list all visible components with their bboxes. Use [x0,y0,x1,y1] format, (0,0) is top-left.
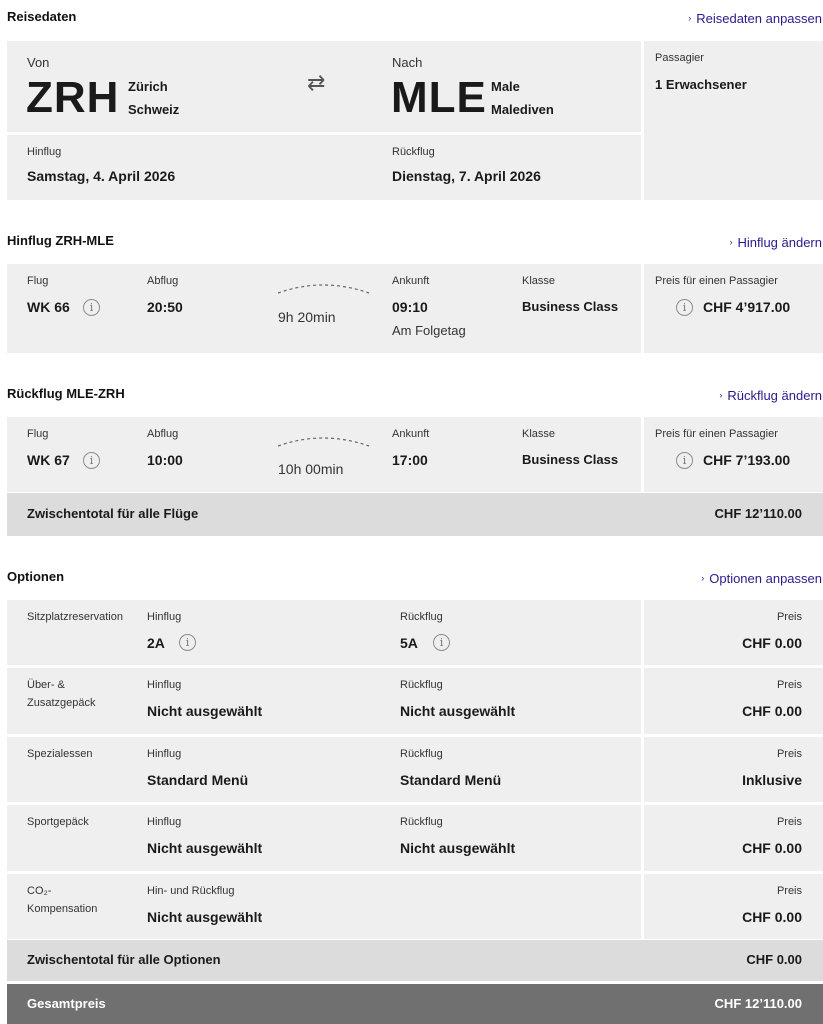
option-price-label: Preis [776,679,802,691]
hinflug-arrival-time: 09:10 [392,299,428,315]
option-col1-value: Nicht ausgewählt [147,840,263,856]
optionen-title: Optionen [7,569,65,584]
hinflug-class-label: Klasse [522,275,556,287]
option-col1-label: Hinflug [147,611,182,623]
flights-subtotal-bar [7,493,823,536]
option-name-line1: CO₂- [27,885,52,897]
return-date-label: Rückflug [392,146,435,158]
option-price-label: Preis [776,816,802,828]
option-row-seat-price [644,600,823,665]
info-icon[interactable]: i [676,452,693,469]
rueckflug-price-label: Preis für einen Passagier [655,428,778,440]
rueckflug-duration: 10h 00min [278,461,344,477]
hinflug-arrival-note: Am Folgetag [392,323,466,338]
option-name: Sportgepäck [27,816,89,828]
option-col2-label: Rückflug [400,816,443,828]
info-icon[interactable]: i [83,452,100,469]
option-name-line2: Kompensation [27,903,98,915]
option-row-co2 [7,874,641,939]
from-city: Zürich [128,79,168,94]
to-airport-code: MLE [391,73,487,122]
to-city: Male [491,79,520,94]
hinflug-arrival-label: Ankunft [392,275,430,287]
option-col2-value: Nicht ausgewählt [400,703,516,719]
option-row-seat [7,600,641,665]
info-icon[interactable]: i [179,634,196,651]
passenger-label: Passagier [655,52,704,64]
option-col1-value: Nicht ausgewählt [147,909,263,925]
rueckflug-flight-number: WK 67 [27,452,70,468]
option-name: Sitzplatzreservation [27,611,123,623]
hinflug-edit-label: Hinflug ändern [737,235,822,250]
option-price-value: CHF 0.00 [742,703,802,719]
option-name: Spezialessen [27,748,93,760]
option-col1-value: Standard Menü [147,772,249,788]
reisedaten-title: Reisedaten [7,9,77,24]
option-name-line2: Zusatzgepäck [27,697,96,709]
option-row-meal-price [644,737,823,802]
info-icon[interactable]: i [433,634,450,651]
rueckflug-arrival-time: 17:00 [392,452,428,468]
caret-right-icon: › [719,390,723,400]
hinflug-flight-number: WK 66 [27,299,70,315]
hinflug-departure-time: 20:50 [147,299,183,315]
option-price-value: CHF 0.00 [742,840,802,856]
option-row-co2-price [644,874,823,939]
rueckflug-class-value: Business Class [522,452,619,467]
option-col2-label: Rückflug [400,748,443,760]
option-price-label: Preis [776,611,802,623]
option-col1-label: Hinflug [147,748,182,760]
hinflug-title: Hinflug ZRH-MLE [7,233,114,248]
rueckflug-arrival-label: Ankunft [392,428,430,440]
hinflug-price-value: CHF 4’917.00 [703,299,791,315]
hinflug-price-label: Preis für einen Passagier [655,275,778,287]
hinflug-departure-label: Abflug [147,275,179,287]
rueckflug-edit-label: Rückflug ändern [727,388,822,403]
option-row-baggage-price [644,668,823,734]
rueckflug-class-label: Klasse [522,428,556,440]
rueckflug-departure-label: Abflug [147,428,179,440]
from-label: Von [27,55,50,70]
option-row-baggage [7,668,641,734]
grand-total-bar [7,984,823,1024]
caret-right-icon: › [688,13,692,23]
info-icon[interactable]: i [676,299,693,316]
flight-arc-icon [276,434,371,448]
option-price-label: Preis [776,748,802,760]
optionen-edit-label: Optionen anpassen [709,571,822,586]
rueckflug-edit-link[interactable] [719,388,822,403]
rueckflug-flight-label: Flug [27,428,49,440]
flights-subtotal-value: CHF 12’110.00 [714,506,802,521]
option-col1-label: Hinflug [147,679,182,691]
swap-arrows-icon: ⇄ [307,70,326,95]
hinflug-flight-label: Flug [27,275,49,287]
option-row-sport [7,805,641,871]
to-label: Nach [392,55,423,70]
reisedaten-edit-label: Reisedaten anpassen [696,11,822,26]
options-subtotal-bar [7,940,823,981]
option-price-value: CHF 0.00 [742,909,802,925]
from-airport-code: ZRH [26,73,120,122]
rueckflug-departure-time: 10:00 [147,452,183,468]
optionen-edit-link[interactable] [701,571,822,586]
option-col2-label: Rückflug [400,679,443,691]
option-price-value: Inklusive [742,772,802,788]
option-col2-label: Rückflug [400,611,443,623]
from-country: Schweiz [128,102,180,117]
option-col1-label: Hinflug [147,816,182,828]
outbound-date-label: Hinflug [27,146,62,158]
to-country: Malediven [491,102,554,117]
option-col1-label: Hin- und Rückflug [147,885,235,897]
hinflug-edit-link[interactable] [729,235,822,250]
hinflug-duration: 9h 20min [278,309,336,325]
option-col1-value: 2A [147,635,165,651]
option-row-sport-price [644,805,823,871]
caret-right-icon: › [701,573,705,583]
option-col2-value: 5A [400,635,418,651]
grand-total-label: Gesamtpreis [27,996,106,1011]
grand-total-value: CHF 12’110.00 [714,996,802,1011]
option-col1-value: Nicht ausgewählt [147,703,263,719]
flights-subtotal-label: Zwischentotal für alle Flüge [27,506,199,521]
options-subtotal-label: Zwischentotal für alle Optionen [27,952,221,967]
option-row-meal [7,737,641,802]
return-date: Dienstag, 7. April 2026 [392,168,541,184]
rueckflug-title: Rückflug MLE-ZRH [7,386,125,401]
rueckflug-price-value: CHF 7’193.00 [703,452,791,468]
hinflug-class-value: Business Class [522,299,619,314]
flight-arc-icon [276,281,371,295]
passenger-value: 1 Erwachsener [655,77,747,92]
option-col2-value: Nicht ausgewählt [400,840,516,856]
passenger-panel [644,41,823,200]
option-name-line1: Über- & [27,679,65,691]
caret-right-icon: › [729,237,733,247]
option-col2-value: Standard Menü [400,772,502,788]
options-subtotal-value: CHF 0.00 [746,952,802,967]
reisedaten-edit-link[interactable] [688,11,822,26]
option-price-label: Preis [776,885,802,897]
info-icon[interactable]: i [83,299,100,316]
option-price-value: CHF 0.00 [742,635,802,651]
outbound-date: Samstag, 4. April 2026 [27,168,176,184]
